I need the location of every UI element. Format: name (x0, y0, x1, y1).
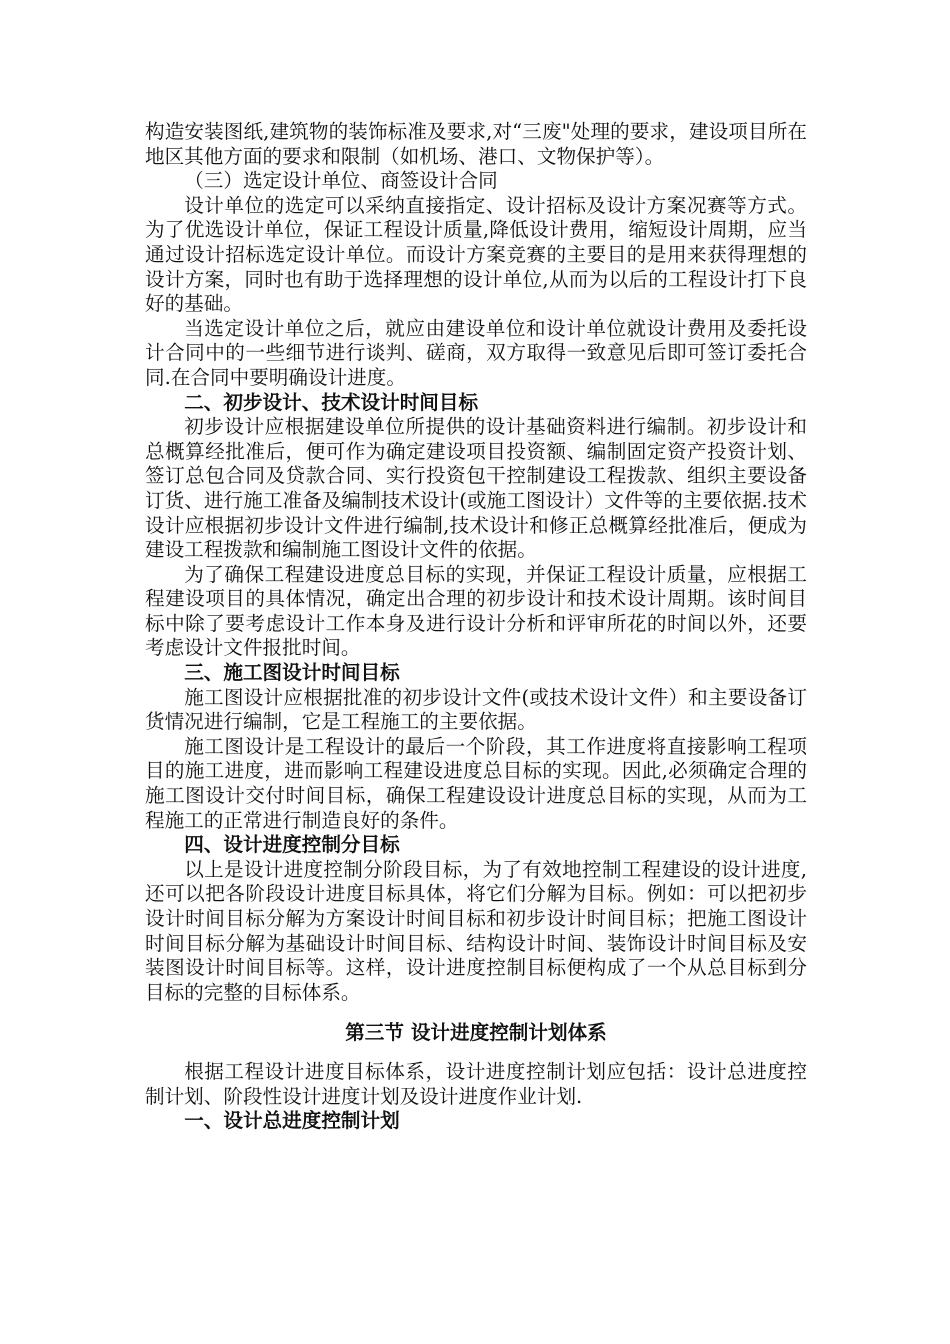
heading-master-schedule: 一、设计总进度控制计划 (184, 1109, 400, 1133)
paragraph: 施工图设计是工程设计的最后一个阶段，其工作进度将直接影响工程项目的施工进度，进而影响工程建设进度总目标的实现。因此,必须确定合理的施工图设计交付时间目标，确保工程建设设计进度总目标的实现，从而为工程施工的正常进行制造良好的条件。 (145, 734, 807, 832)
paragraph: 施工图设计应根据批准的初步设计文件(或技术设计文件）和主要设备订货情况进行编制，它是工程施工的主要依据。 (145, 685, 807, 734)
paragraph: 设计单位的选定可以采纳直接指定、设计招标及设计方案况赛等方式。为了优选设计单位，保证工程设计质量,降低设计费用，缩短设计周期，应当通过设计招标选定设计单位。而设计方案竞赛的主要目的是用来获得理想的设计方案，同时也有助于选择理想的设计单位,从而为以后的工程设计打下良好的基础。 (145, 193, 807, 316)
document-page (145, 120, 807, 1134)
paragraph: 当选定设计单位之后，就应由建设单位和设计单位就设计费用及委托设计合同中的一些细节进行谈判、磋商，双方取得一致意见后即可签订委托合同.在合同中要明确设计进度。 (145, 316, 807, 389)
paragraph: 以上是设计进度控制分阶段目标，为了有效地控制工程建设的设计进度,还可以把各阶段设计进度目标具体，将它们分解为目标。例如：可以把初步设计时间目标分解为方案设计时间目标和初步设计时间目标；把施工图设计时间目标分解为基础设计时间目标、结构设计时间、装饰设计时间目标及安装图设计时间目标等。这样，设计进度控制目标便构成了一个从总目标到分目标的完整的目标体系。 (145, 857, 807, 1004)
heading-construction-drawing: 三、施工图设计时间目标 (184, 661, 400, 685)
paragraph-continued: 构造安装图纸,建筑物的装饰标准及要求,对“三废"处理的要求，建设项目所在地区其他方面的要求和限制（如机场、港口、文物保护等）。 (145, 120, 807, 168)
paragraph: 为了确保工程建设进度总目标的实现，并保证工程设计质量，应根据工程建设项目的具体情况，确定出合理的初步设计和技术设计周期。该时间目标中除了要考虑设计工作本身及进行设计分析和评审所花的时间以外，还要考虑设计文件报批时间。 (145, 562, 807, 660)
paragraph: 初步设计应根据建设单位所提供的设计基础资料进行编制。初步设计和总概算经批准后，便可作为确定建设项目投资额、编制固定资产投资计划、签订总包合同及贷款合同、实行投资包干控制建设工程拨款、组织主要设备订货、进行施工准备及编制技术设计(或施工图设计）文件等的主要依据.技术设计应根据初步设计文件进行编制,技术设计和修正总概算经批准后，便成为建设工程拨款和编制施工图设计文件的依据。 (145, 415, 807, 562)
heading-preliminary-design: 二、初步设计、技术设计时间目标 (184, 390, 479, 414)
paragraph: 根据工程设计进度目标体系，设计进度控制计划应包括：设计总进度控制计划、阶段性设计进度计划及设计进度作业计划. (145, 1059, 807, 1108)
subsection-heading-3: （三）选定设计单位、商签设计合同 (184, 169, 498, 193)
section-title: 第三节 设计进度控制计划体系 (345, 1021, 607, 1045)
heading-sub-objectives: 四、设计进度控制分目标 (184, 833, 400, 857)
